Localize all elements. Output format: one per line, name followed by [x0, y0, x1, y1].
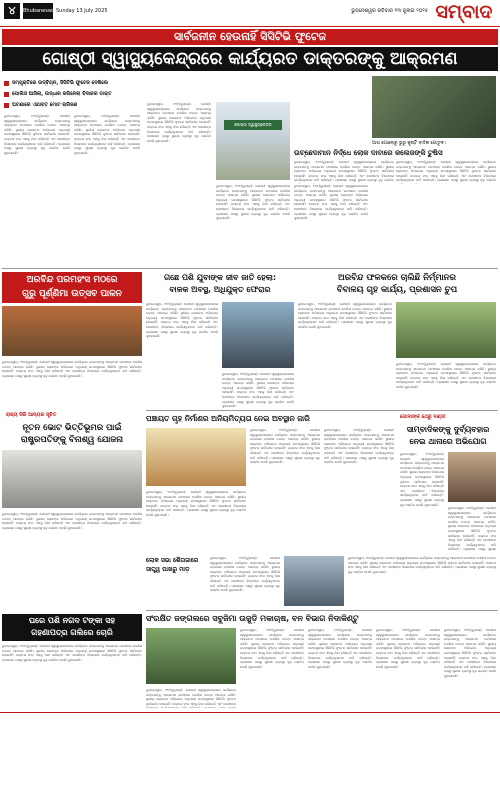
theft-text: ଭୁବନେଶ୍ୱର, ୧୨ା୭(ବ୍ୟୁରୋ): ଗୋଷ୍ଠୀ ସ୍ୱାସ୍ଥ୍ୟକେନ୍ଦ୍ରରେ କାର୍ଯ୍ୟରତ ଡାକ୍ତରଙ୍କୁ ଆକ୍ରମଣ ଘଟଣାରେ ପୋଲିସ ତଦନ୍ତ ଆରମ୍ଭ କରିଛି। ସ୍ଥାନୀୟ ଲୋକଙ୍କ ଅଭିଯୋଗ ଅନୁଯାୟୀ ଘଟଣାସ୍ଥଳରେ ସିସିଟିଭି ଫୁଟେଜ ସାର୍ବଜନୀନ ହେଉନାହିଁ। ଡାକ୍ତର ସଂଘ ଏହାକୁ ନିନ୍ଦା କରିଛନ୍ତି ଏବଂ ଦୋଷୀଙ୍କ ବିରୋଧରେ କାର୍ଯ୍ୟାନୁଷ୍ଠାନ ଦାବି କରିଛନ୍ତି। ପ୍ରଶାସନ ପକ୍ଷରୁ ସୁରକ୍ଷା ବ୍ୟବସ୍ଥା ଦୃଢ଼ କରାଯିବ ବୋଲି କୁହାଯାଇଛି। — [2, 644, 142, 662]
forest-text1: ଭୁବନେଶ୍ୱର, ୧୨ା୭(ବ୍ୟୁରୋ): ଗୋଷ୍ଠୀ ସ୍ୱାସ୍ଥ୍ୟକେନ୍ଦ୍ରରେ କାର୍ଯ୍ୟରତ ଡାକ୍ତରଙ୍କୁ ଆକ୍ରମଣ ଘଟଣାରେ ପୋଲିସ ତଦନ୍ତ ଆରମ୍ଭ କରିଛି। ସ୍ଥାନୀୟ ଲୋକଙ୍କ ଅଭିଯୋଗ ଅନୁଯାୟୀ ଘଟଣାସ୍ଥଳରେ ସିସିଟିଭି ଫୁଟେଜ ସାର୍ବଜନୀନ ହେଉନାହିଁ। ଡାକ୍ତର ସଂଘ ଏହାକୁ ନିନ୍ଦା କରିଛନ୍ତି ଏବଂ ଦୋଷୀଙ୍କ ବିରୋଧରେ କାର୍ଯ୍ୟାନୁଷ୍ଠାନ ଦାବି କରିଛନ୍ତି। ପ୍ରଶାସନ ପକ୍ଷରୁ ସୁରକ୍ଷା ବ୍ୟବସ୍ଥା ଦୃଢ଼ କରାଯିବ ବୋଲି କୁହାଯାଇଛି। — [298, 302, 392, 329]
young-death-photo — [222, 302, 294, 368]
misbehave-headline-line: ସାମ୍ବାଦିକଙ୍କୁ ଦୁର୍ବ୍ୟବହାର — [406, 425, 490, 434]
bottom-text1: ଭୁବନେଶ୍ୱର, ୧୨ା୭(ବ୍ୟୁରୋ): ଗୋଷ୍ଠୀ ସ୍ୱାସ୍ଥ୍ୟକେନ୍ଦ୍ରରେ କାର୍ଯ୍ୟରତ ଡାକ୍ତରଙ୍କୁ ଆକ୍ରମଣ ଘଟଣାରେ ପୋଲିସ ତଦନ୍ତ ଆରମ୍ଭ କରିଛି। ସ୍ଥାନୀୟ ଲୋକଙ୍କ ଅଭିଯୋଗ ଅନୁଯାୟୀ ଘଟଣାସ୍ଥଳରେ ସିସିଟିଭି ଫୁଟେଜ ସାର୍ବଜନୀନ ହେଉନାହିଁ। ଡାକ୍ତର ସଂଘ ଏହାକୁ ନିନ୍ଦା କରିଛନ୍ତି ଏବଂ ଦୋଷୀଙ୍କ — [146, 688, 236, 706]
forest-headline-line: ଅରବିନ୍ଦ ଫଳକରେ ଚାଲିଛି ନିର୍ମ୍ମାନର — [338, 273, 456, 283]
lead-text-col3: ଭୁବନେଶ୍ୱର, ୧୨ା୭(ବ୍ୟୁରୋ): ଗୋଷ୍ଠୀ ସ୍ୱାସ୍ଥ୍ୟକେନ୍ଦ୍ରରେ କାର୍ଯ୍ୟରତ ଡାକ୍ତରଙ୍କୁ ଆକ୍ରମଣ ଘଟଣାରେ ପୋଲିସ ତଦନ୍ତ ଆରମ୍ଭ କରିଛି। ସ୍ଥାନୀୟ ଲୋକଙ୍କ ଅଭିଯୋଗ ଅନୁଯାୟୀ ଘଟଣାସ୍ଥଳରେ ସିସିଟିଭି ଫୁଟେଜ ସାର୍ବଜନୀନ ହେଉନାହିଁ। ଡାକ୍ତର ସଂଘ ଏହାକୁ ନିନ୍ଦା କରିଛନ୍ତି ଏବଂ ଦୋଷୀଙ୍କ ବିରୋଧରେ କାର୍ଯ୍ୟାନୁଷ୍ଠାନ ଦାବି କରିଛନ୍ତି। ପ୍ରଶାସନ ପକ୍ଷରୁ ସୁରକ୍ଷା ବ୍ୟବସ୍ଥା ଦୃଢ଼ କରାଯିବ ବୋଲି କୁହାଯାଇଛି। — [147, 102, 211, 143]
poet-headline-line: ଅରବିନ୍ଦ ପରମହଂସ ମଠରେ — [26, 275, 118, 285]
small-photo — [284, 556, 344, 606]
lead-photo — [216, 102, 290, 180]
village-text1: ଭୁବନେଶ୍ୱର, ୧୨ା୭(ବ୍ୟୁରୋ): ଗୋଷ୍ଠୀ ସ୍ୱାସ୍ଥ୍ୟକେନ୍ଦ୍ରରେ କାର୍ଯ୍ୟରତ ଡାକ୍ତରଙ୍କୁ ଆକ୍ରମଣ ଘଟଣାରେ ପୋଲିସ ତଦନ୍ତ ଆରମ୍ଭ କରିଛି। ସ୍ଥାନୀୟ ଲୋକଙ୍କ ଅଭିଯୋଗ ଅନୁଯାୟୀ ଘଟଣାସ୍ଥଳରେ ସିସିଟିଭି ଫୁଟେଜ ସାର୍ବଜନୀନ ହେଉନାହିଁ। ଡାକ୍ତର ସଂଘ ଏହାକୁ ନିନ୍ଦା କରିଛନ୍ତି ଏବଂ ଦୋଷୀଙ୍କ ବିରୋଧରେ କାର୍ଯ୍ୟାନୁଷ୍ଠାନ ଦାବି କରିଛନ୍ତି। ପ୍ରଶାସନ ପକ୍ଷରୁ ସୁରକ୍ଷା ବ୍ୟବସ୍ଥା ଦୃଢ଼ କରାଯିବ ବୋଲି କୁହାଯାଇଛି। — [146, 490, 246, 517]
lead-bullets — [4, 78, 144, 111]
lead-kicker: ସାର୍ବଜନୀନ ହେଉନାହିଁ ସିସିଟିଭି ଫୁଟେଜ — [2, 29, 498, 45]
footer-rule — [0, 712, 500, 713]
misbehave-photo — [448, 452, 496, 502]
misbehave-kicker: ଗୋଦାଙ୍କ ଥେରୁ ଦଣ୍ଡୀ — [400, 414, 446, 420]
village-headline: ପଞ୍ଚାୟତ ଗୃହ ନିର୍ମାଣର ଅନିୟମିତ୍ୟତା ନେଇ ଅବସ୍ଥାନ ଜାରି — [146, 414, 310, 423]
lead-text-col5: ଭୁବନେଶ୍ୱର, ୧୨ା୭(ବ୍ୟୁରୋ): ଗୋଷ୍ଠୀ ସ୍ୱାସ୍ଥ୍ୟକେନ୍ଦ୍ରରେ କାର୍ଯ୍ୟରତ ଡାକ୍ତରଙ୍କୁ ଆକ୍ରମଣ ଘଟଣାରେ ପୋଲିସ ତଦନ୍ତ ଆରମ୍ଭ କରିଛି। ସ୍ଥାନୀୟ ଲୋକଙ୍କ ଅଭିଯୋଗ ଅନୁଯାୟୀ ଘଟଣାସ୍ଥଳରେ ସିସିଟିଭି ଫୁଟେଜ ସାର୍ବଜନୀନ ହେଉନାହିଁ। ଡାକ୍ତର ସଂଘ ଏହାକୁ ନିନ୍ଦା କରିଛନ୍ତି ଏବଂ ଦୋଷୀଙ୍କ ବିରୋଧରେ କାର୍ଯ୍ୟାନୁଷ୍ଠାନ ଦାବି କରିଛନ୍ତି। ପ୍ରଶାସନ ପକ୍ଷରୁ ସୁରକ୍ଷା ବ୍ୟବସ୍ଥା ଦୃଢ଼ କରାଯିବ ବୋଲି କୁହାଯାଇଛି। — [294, 184, 368, 221]
theft-headline — [2, 614, 142, 641]
poet-photo — [2, 306, 142, 356]
nutan-text: ଭୁବନେଶ୍ୱର, ୧୨ା୭(ବ୍ୟୁରୋ): ଗୋଷ୍ଠୀ ସ୍ୱାସ୍ଥ୍ୟକେନ୍ଦ୍ରରେ କାର୍ଯ୍ୟରତ ଡାକ୍ତରଙ୍କୁ ଆକ୍ରମଣ ଘଟଣାରେ ପୋଲିସ ତଦନ୍ତ ଆରମ୍ଭ କରିଛି। ସ୍ଥାନୀୟ ଲୋକଙ୍କ ଅଭିଯୋଗ ଅନୁଯାୟୀ ଘଟଣାସ୍ଥଳରେ ସିସିଟିଭି ଫୁଟେଜ ସାର୍ବଜନୀନ ହେଉନାହିଁ। ଡାକ୍ତର ସଂଘ ଏହାକୁ ନିନ୍ଦା କରିଛନ୍ତି ଏବଂ ଦୋଷୀଙ୍କ ବିରୋଧରେ କାର୍ଯ୍ୟାନୁଷ୍ଠାନ ଦାବି କରିଛନ୍ତି। ପ୍ରଶାସନ ପକ୍ଷରୁ ସୁରକ୍ଷା ବ୍ୟବସ୍ଥା ଦୃଢ଼ କରାଯିବ ବୋଲି କୁହାଯାଇଛି। — [2, 512, 142, 530]
lead-headline: ଗୋଷ୍ଠୀ ସ୍ୱାସ୍ଥ୍ୟକେନ୍ଦ୍ରରେ କାର୍ଯ୍ୟରତ ଡାକ୍ତରଙ୍କୁ ଆକ୍ରମଣ — [2, 47, 498, 71]
right-top-text2: ଭୁବନେଶ୍ୱର, ୧୨ା୭(ବ୍ୟୁରୋ): ଗୋଷ୍ଠୀ ସ୍ୱାସ୍ଥ୍ୟକେନ୍ଦ୍ରରେ କାର୍ଯ୍ୟରତ ଡାକ୍ତରଙ୍କୁ ଆକ୍ରମଣ ଘଟଣାରେ ପୋଲିସ ତଦନ୍ତ ଆରମ୍ଭ କରିଛି। ସ୍ଥାନୀୟ ଲୋକଙ୍କ ଅଭିଯୋଗ ଅନୁଯାୟୀ ଘଟଣାସ୍ଥଳରେ ସିସିଟିଭି ଫୁଟେଜ ସାର୍ବଜନୀନ ହେଉନାହିଁ। ଡାକ୍ତର ସଂଘ ଏହାକୁ ନିନ୍ଦା କରିଛନ୍ତି ଏବଂ ଦୋଷୀଙ୍କ ବିରୋଧରେ କାର୍ଯ୍ୟାନୁଷ୍ଠାନ ଦାବି କରିଛନ୍ତି। ପ୍ରଶାସନ ପକ୍ଷରୁ ସୁରକ୍ଷା ବ୍ୟବସ୍ଥା ଦୃଢ଼ କରାଯିବ — [396, 160, 496, 183]
young-death-headline — [146, 272, 294, 298]
bottom-photo — [146, 628, 236, 684]
forest-headline-line: ବିବାଳୟ ଗୃହ କାର୍ଯ୍ୟ, ପ୍ରଶାସନ ଚୁପ — [336, 285, 458, 295]
misbehave-headline-line: ନେଇ ଥାନାରେ ଅଭିଯୋଗ — [409, 437, 487, 446]
lead-bullet: ପୋଲିସ ଆସିଲା, ଉଦ୍ଧାର କରିନେଲା ବିଦାକର ଡାକ୍ତ — [4, 89, 144, 100]
forest-photo — [396, 302, 496, 358]
bottom-text5: ଭୁବନେଶ୍ୱର, ୧୨ା୭(ବ୍ୟୁରୋ): ଗୋଷ୍ଠୀ ସ୍ୱାସ୍ଥ୍ୟକେନ୍ଦ୍ରରେ କାର୍ଯ୍ୟରତ ଡାକ୍ତରଙ୍କୁ ଆକ୍ରମଣ ଘଟଣାରେ ପୋଲିସ ତଦନ୍ତ ଆରମ୍ଭ କରିଛି। ସ୍ଥାନୀୟ ଲୋକଙ୍କ ଅଭିଯୋଗ ଅନୁଯାୟୀ ଘଟଣାସ୍ଥଳରେ ସିସିଟିଭି ଫୁଟେଜ ସାର୍ବଜନୀନ ହେଉନାହିଁ। ଡାକ୍ତର ସଂଘ ଏହାକୁ ନିନ୍ଦା କରିଛନ୍ତି ଏବଂ ଦୋଷୀଙ୍କ ବିରୋଧରେ କାର୍ଯ୍ୟାନୁଷ୍ଠାନ ଦାବି କରିଛନ୍ତି। ପ୍ରଶାସନ ପକ୍ଷରୁ ସୁରକ୍ଷା ବ୍ୟବସ୍ଥା ଦୃଢ଼ କରାଯିବ ବୋଲି କୁହାଯାଇଛି। — [444, 628, 496, 678]
bottom-text3: ଭୁବନେଶ୍ୱର, ୧୨ା୭(ବ୍ୟୁରୋ): ଗୋଷ୍ଠୀ ସ୍ୱାସ୍ଥ୍ୟକେନ୍ଦ୍ରରେ କାର୍ଯ୍ୟରତ ଡାକ୍ତରଙ୍କୁ ଆକ୍ରମଣ ଘଟଣାରେ ପୋଲିସ ତଦନ୍ତ ଆରମ୍ଭ କରିଛି। ସ୍ଥାନୀୟ ଲୋକଙ୍କ ଅଭିଯୋଗ ଅନୁଯାୟୀ ଘଟଣାସ୍ଥଳରେ ସିସିଟିଭି ଫୁଟେଜ ସାର୍ବଜନୀନ ହେଉନାହିଁ। ଡାକ୍ତର ସଂଘ ଏହାକୁ ନିନ୍ଦା କରିଛନ୍ତି ଏବଂ ଦୋଷୀଙ୍କ ବିରୋଧରେ କାର୍ଯ୍ୟାନୁଷ୍ଠାନ ଦାବି କରିଛନ୍ତି। ପ୍ରଶାସନ ପକ୍ଷରୁ ସୁରକ୍ଷା ବ୍ୟବସ୍ଥା ଦୃଢ଼ କରାଯିବ ବୋଲି କୁହାଯାଇଛି। — [308, 628, 372, 669]
misbehave-text2: ଭୁବନେଶ୍ୱର, ୧୨ା୭(ବ୍ୟୁରୋ): ଗୋଷ୍ଠୀ ସ୍ୱାସ୍ଥ୍ୟକେନ୍ଦ୍ରରେ କାର୍ଯ୍ୟରତ ଡାକ୍ତରଙ୍କୁ ଆକ୍ରମଣ ଘଟଣାରେ ପୋଲିସ ତଦନ୍ତ ଆରମ୍ଭ କରିଛି। ସ୍ଥାନୀୟ ଲୋକଙ୍କ ଅଭିଯୋଗ ଅନୁଯାୟୀ ଘଟଣାସ୍ଥଳରେ ସିସିଟିଭି ଫୁଟେଜ ସାର୍ବଜନୀନ ହେଉନାହିଁ। ଡାକ୍ତର ସଂଘ ଏହାକୁ ନିନ୍ଦା କରିଛନ୍ତି ଏବଂ ଦୋଷୀଙ୍କ ବିରୋଧରେ କାର୍ଯ୍ୟାନୁଷ୍ଠାନ ଦାବି କରିଛନ୍ତି। ପ୍ରଶାସନ ପକ୍ଷରୁ ସୁରକ୍ଷା — [448, 506, 496, 552]
lead-text-col2: ଭୁବନେଶ୍ୱର, ୧୨ା୭(ବ୍ୟୁରୋ): ଗୋଷ୍ଠୀ ସ୍ୱାସ୍ଥ୍ୟକେନ୍ଦ୍ରରେ କାର୍ଯ୍ୟରତ ଡାକ୍ତରଙ୍କୁ ଆକ୍ରମଣ ଘଟଣାରେ ପୋଲିସ ତଦନ୍ତ ଆରମ୍ଭ କରିଛି। ସ୍ଥାନୀୟ ଲୋକଙ୍କ ଅଭିଯୋଗ ଅନୁଯାୟୀ ଘଟଣାସ୍ଥଳରେ ସିସିଟିଭି ଫୁଟେଜ ସାର୍ବଜନୀନ ହେଉନାହିଁ। ଡାକ୍ତର ସଂଘ ଏହାକୁ ନିନ୍ଦା କରିଛନ୍ତି ଏବଂ ଦୋଷୀଙ୍କ ବିରୋଧରେ କାର୍ଯ୍ୟାନୁଷ୍ଠାନ ଦାବି କରିଛନ୍ତି। ପ୍ରଶାସନ ପକ୍ଷରୁ ସୁରକ୍ଷା ବ୍ୟବସ୍ଥା ଦୃଢ଼ କରାଯିବ ବୋଲି କୁହାଯାଇଛି। — [74, 114, 140, 155]
bottom-text2: ଭୁବନେଶ୍ୱର, ୧୨ା୭(ବ୍ୟୁରୋ): ଗୋଷ୍ଠୀ ସ୍ୱାସ୍ଥ୍ୟକେନ୍ଦ୍ରରେ କାର୍ଯ୍ୟରତ ଡାକ୍ତରଙ୍କୁ ଆକ୍ରମଣ ଘଟଣାରେ ପୋଲିସ ତଦନ୍ତ ଆରମ୍ଭ କରିଛି। ସ୍ଥାନୀୟ ଲୋକଙ୍କ ଅଭିଯୋଗ ଅନୁଯାୟୀ ଘଟଣାସ୍ଥଳରେ ସିସିଟିଭି ଫୁଟେଜ ସାର୍ବଜନୀନ ହେଉନାହିଁ। ଡାକ୍ତର ସଂଘ ଏହାକୁ ନିନ୍ଦା କରିଛନ୍ତି ଏବଂ ଦୋଷୀଙ୍କ ବିରୋଧରେ କାର୍ଯ୍ୟାନୁଷ୍ଠାନ ଦାବି କରିଛନ୍ତି। ପ୍ରଶାସନ ପକ୍ଷରୁ ସୁରକ୍ଷା ବ୍ୟବସ୍ଥା ଦୃଢ଼ କରାଯିବ ବୋଲି କୁହାଯାଇଛି। — [240, 628, 304, 669]
village-text3: ଭୁବନେଶ୍ୱର, ୧୨ା୭(ବ୍ୟୁରୋ): ଗୋଷ୍ଠୀ ସ୍ୱାସ୍ଥ୍ୟକେନ୍ଦ୍ରରେ କାର୍ଯ୍ୟରତ ଡାକ୍ତରଙ୍କୁ ଆକ୍ରମଣ ଘଟଣାରେ ପୋଲିସ ତଦନ୍ତ ଆରମ୍ଭ କରିଛି। ସ୍ଥାନୀୟ ଲୋକଙ୍କ ଅଭିଯୋଗ ଅନୁଯାୟୀ ଘଟଣାସ୍ଥଳରେ ସିସିଟିଭି ଫୁଟେଜ ସାର୍ବଜନୀନ ହେଉନାହିଁ। ଡାକ୍ତର ସଂଘ ଏହାକୁ ନିନ୍ଦା କରିଛନ୍ତି ଏବଂ ଦୋଷୀଙ୍କ ବିରୋଧରେ କାର୍ଯ୍ୟାନୁଷ୍ଠାନ ଦାବି କରିଛନ୍ତି। ପ୍ରଶାସନ ପକ୍ଷରୁ ସୁରକ୍ଷା ବ୍ୟବସ୍ଥା ଦୃଢ଼ କରାଯିବ ବୋଲି କୁହାଯାଇଛି। — [324, 428, 394, 465]
young-death-text2: ଭୁବନେଶ୍ୱର, ୧୨ା୭(ବ୍ୟୁରୋ): ଗୋଷ୍ଠୀ ସ୍ୱାସ୍ଥ୍ୟକେନ୍ଦ୍ରରେ କାର୍ଯ୍ୟରତ ଡାକ୍ତରଙ୍କୁ ଆକ୍ରମଣ ଘଟଣାରେ ପୋଲିସ ତଦନ୍ତ ଆରମ୍ଭ କରିଛି। ସ୍ଥାନୀୟ ଲୋକଙ୍କ ଅଭିଯୋଗ ଅନୁଯାୟୀ ଘଟଣାସ୍ଥଳରେ ସିସିଟିଭି ଫୁଟେଜ ସାର୍ବଜନୀନ ହେଉନାହିଁ। ଡାକ୍ତର ସଂଘ ଏହାକୁ ନିନ୍ଦା କରିଛନ୍ତି ଏବଂ ଦୋଷୀଙ୍କ ବିରୋଧରେ କାର୍ଯ୍ୟାନୁଷ୍ଠାନ ଦାବି କରିଛନ୍ତି। ପ୍ରଶାସନ ପକ୍ଷରୁ ସୁରକ୍ଷା ବ୍ୟବସ୍ଥା ଦୃଢ଼ କରାଯିବ ବୋଲି କୁହାଯାଇଛି। — [222, 372, 294, 408]
masthead-logo: ସମ୍ବାଦ — [435, 1, 493, 23]
section-rule — [146, 610, 498, 611]
bottom-headline: ସଂରକ୍ଷିତ ଜଙ୍ଗଲରେ ସବୁଜିମା ଉଜୁଡ଼ି ମକାଚାଷ, ବନ ବିଭାଗ ନିଦାକିଣ୍ଟୁ — [146, 614, 359, 623]
nutan-headline-line: ନୂତନ ଭୋଟ ଭିତ୍ତିଭୂମର ପାଇଁ — [22, 423, 122, 433]
date-odia: ଭୁବନେଶ୍ୱର ରବିବାର ୧୩ ଜୁଲାଇ ୨୦୨୫ — [351, 8, 428, 14]
right-top-headline: ଉଚ୍ଛେଦାମାନ ନିର୍ଦ୍ଧେ ଲୋକ ଦାବାରେ କଲେଜଙ୍କି ଟୁଷିସ — [294, 149, 443, 157]
section-rule — [2, 268, 498, 269]
theft-headline-line: ଗହଣାପତ୍ର ଗଲିରେ ଚୋରି — [31, 628, 113, 637]
forest-headline — [298, 272, 496, 298]
footer-band — [0, 714, 500, 787]
lead-text-col4: ଭୁବନେଶ୍ୱର, ୧୨ା୭(ବ୍ୟୁରୋ): ଗୋଷ୍ଠୀ ସ୍ୱାସ୍ଥ୍ୟକେନ୍ଦ୍ରରେ କାର୍ଯ୍ୟରତ ଡାକ୍ତରଙ୍କୁ ଆକ୍ରମଣ ଘଟଣାରେ ପୋଲିସ ତଦନ୍ତ ଆରମ୍ଭ କରିଛି। ସ୍ଥାନୀୟ ଲୋକଙ୍କ ଅଭିଯୋଗ ଅନୁଯାୟୀ ଘଟଣାସ୍ଥଳରେ ସିସିଟିଭି ଫୁଟେଜ ସାର୍ବଜନୀନ ହେଉନାହିଁ। ଡାକ୍ତର ସଂଘ ଏହାକୁ ନିନ୍ଦା କରିଛନ୍ତି ଏବଂ ଦୋଷୀଙ୍କ ବିରୋଧରେ କାର୍ଯ୍ୟାନୁଷ୍ଠାନ ଦାବି କରିଛନ୍ତି। ପ୍ରଶାସନ ପକ୍ଷରୁ ସୁରକ୍ଷା ବ୍ୟବସ୍ଥା ଦୃଢ଼ କରାଯିବ ବୋଲି କୁହାଯାଇଛି। — [216, 184, 290, 221]
poet-text: ଭୁବନେଶ୍ୱର, ୧୨ା୭(ବ୍ୟୁରୋ): ଗୋଷ୍ଠୀ ସ୍ୱାସ୍ଥ୍ୟକେନ୍ଦ୍ରରେ କାର୍ଯ୍ୟରତ ଡାକ୍ତରଙ୍କୁ ଆକ୍ରମଣ ଘଟଣାରେ ପୋଲିସ ତଦନ୍ତ ଆରମ୍ଭ କରିଛି। ସ୍ଥାନୀୟ ଲୋକଙ୍କ ଅଭିଯୋଗ ଅନୁଯାୟୀ ଘଟଣାସ୍ଥଳରେ ସିସିଟିଭି ଫୁଟେଜ ସାର୍ବଜନୀନ ହେଉନାହିଁ। ଡାକ୍ତର ସଂଘ ଏହାକୁ ନିନ୍ଦା କରିଛନ୍ତି ଏବଂ ଦୋଷୀଙ୍କ ବିରୋଧରେ କାର୍ଯ୍ୟାନୁଷ୍ଠାନ ଦାବି କରିଛନ୍ତି। ପ୍ରଶାସନ ପକ୍ଷରୁ ସୁରକ୍ଷା ବ୍ୟବସ୍ଥା ଦୃଢ଼ କରାଯିବ ବୋଲି କୁହାଯାଇଛି। — [2, 360, 142, 378]
masthead-rule — [0, 26, 500, 27]
right-top-text1: ଭୁବନେଶ୍ୱର, ୧୨ା୭(ବ୍ୟୁରୋ): ଗୋଷ୍ଠୀ ସ୍ୱାସ୍ଥ୍ୟକେନ୍ଦ୍ରରେ କାର୍ଯ୍ୟରତ ଡାକ୍ତରଙ୍କୁ ଆକ୍ରମଣ ଘଟଣାରେ ପୋଲିସ ତଦନ୍ତ ଆରମ୍ଭ କରିଛି। ସ୍ଥାନୀୟ ଲୋକଙ୍କ ଅଭିଯୋଗ ଅନୁଯାୟୀ ଘଟଣାସ୍ଥଳରେ ସିସିଟିଭି ଫୁଟେଜ ସାର୍ବଜନୀନ ହେଉନାହିଁ। ଡାକ୍ତର ସଂଘ ଏହାକୁ ନିନ୍ଦା କରିଛନ୍ତି ଏବଂ ଦୋଷୀଙ୍କ ବିରୋଧରେ କାର୍ଯ୍ୟାନୁଷ୍ଠାନ ଦାବି କରିଛନ୍ତି। ପ୍ରଶାସନ ପକ୍ଷରୁ ସୁରକ୍ଷା ବ୍ୟବସ୍ଥା ଦୃଢ଼ କରାଯିବ — [294, 160, 394, 183]
nutan-headline — [2, 422, 142, 446]
nutan-headline-line: ରାଷ୍ଟ୍ରପତିଙ୍କୁ ବିନାଶ୍ୱ ଯୋଜନା — [20, 435, 124, 445]
edition-label: Bhubaneswar — [23, 3, 53, 19]
young-death-text1: ଭୁବନେଶ୍ୱର, ୧୨ା୭(ବ୍ୟୁରୋ): ଗୋଷ୍ଠୀ ସ୍ୱାସ୍ଥ୍ୟକେନ୍ଦ୍ରରେ କାର୍ଯ୍ୟରତ ଡାକ୍ତରଙ୍କୁ ଆକ୍ରମଣ ଘଟଣାରେ ପୋଲିସ ତଦନ୍ତ ଆରମ୍ଭ କରିଛି। ସ୍ଥାନୀୟ ଲୋକଙ୍କ ଅଭିଯୋଗ ଅନୁଯାୟୀ ଘଟଣାସ୍ଥଳରେ ସିସିଟିଭି ଫୁଟେଜ ସାର୍ବଜନୀନ ହେଉନାହିଁ। ଡାକ୍ତର ସଂଘ ଏହାକୁ ନିନ୍ଦା କରିଛନ୍ତି ଏବଂ ଦୋଷୀଙ୍କ ବିରୋଧରେ କାର୍ଯ୍ୟାନୁଷ୍ଠାନ ଦାବି କରିଛନ୍ତି। ପ୍ରଶାସନ ପକ୍ଷରୁ ସୁରକ୍ଷା ବ୍ୟବସ୍ଥା ଦୃଢ଼ କରାଯିବ ବୋଲି କୁହାଯାଇଛି। — [146, 302, 218, 339]
misbehave-headline — [400, 424, 496, 448]
page-number: ୪ — [4, 3, 20, 19]
nutan-photo — [2, 450, 142, 508]
village-text2: ଭୁବନେଶ୍ୱର, ୧୨ା୭(ବ୍ୟୁରୋ): ଗୋଷ୍ଠୀ ସ୍ୱାସ୍ଥ୍ୟକେନ୍ଦ୍ରରେ କାର୍ଯ୍ୟରତ ଡାକ୍ତରଙ୍କୁ ଆକ୍ରମଣ ଘଟଣାରେ ପୋଲିସ ତଦନ୍ତ ଆରମ୍ଭ କରିଛି। ସ୍ଥାନୀୟ ଲୋକଙ୍କ ଅଭିଯୋଗ ଅନୁଯାୟୀ ଘଟଣାସ୍ଥଳରେ ସିସିଟିଭି ଫୁଟେଜ ସାର୍ବଜନୀନ ହେଉନାହିଁ। ଡାକ୍ତର ସଂଘ ଏହାକୁ ନିନ୍ଦା କରିଛନ୍ତି ଏବଂ ଦୋଷୀଙ୍କ ବିରୋଧରେ କାର୍ଯ୍ୟାନୁଷ୍ଠାନ ଦାବି କରିଛନ୍ତି। ପ୍ରଶାସନ ପକ୍ଷରୁ ସୁରକ୍ଷା ବ୍ୟବସ୍ଥା ଦୃଢ଼ କରାଯିବ ବୋଲି କୁହାଯାଇଛି। — [250, 428, 320, 465]
date-label: Sunday 13 July 2025 — [56, 8, 108, 14]
right-top-caption: ଆଘ ପୋଲୋରୁ ଭୁରୁ କୁଷ୍ଟି ବାଦିକ ଗୋତୁଳ। — [372, 141, 446, 146]
nutan-kicker: ରାଜ୍ୟ ସିରି ଆଦ୍ୟର ସୂଚିତ — [6, 412, 57, 418]
small-headline: ଲୋକ ସଭା ଶୈତାଜାରେ ସାତ୍ତ୍ୱ ପାଖରୁ ମାଡ଼ — [146, 557, 199, 573]
lead-text-col1: ଭୁବନେଶ୍ୱର, ୧୨ା୭(ବ୍ୟୁରୋ): ଗୋଷ୍ଠୀ ସ୍ୱାସ୍ଥ୍ୟକେନ୍ଦ୍ରରେ କାର୍ଯ୍ୟରତ ଡାକ୍ତରଙ୍କୁ ଆକ୍ରମଣ ଘଟଣାରେ ପୋଲିସ ତଦନ୍ତ ଆରମ୍ଭ କରିଛି। ସ୍ଥାନୀୟ ଲୋକଙ୍କ ଅଭିଯୋଗ ଅନୁଯାୟୀ ଘଟଣାସ୍ଥଳରେ ସିସିଟିଭି ଫୁଟେଜ ସାର୍ବଜନୀନ ହେଉନାହିଁ। ଡାକ୍ତର ସଂଘ ଏହାକୁ ନିନ୍ଦା କରିଛନ୍ତି ଏବଂ ଦୋଷୀଙ୍କ ବିରୋଧରେ କାର୍ଯ୍ୟାନୁଷ୍ଠାନ ଦାବି କରିଛନ୍ତି। ପ୍ରଶାସନ ପକ୍ଷରୁ ସୁରକ୍ଷା ବ୍ୟବସ୍ଥା ଦୃଢ଼ କରାଯିବ ବୋଲି କୁହାଯାଇଛି। — [4, 114, 70, 155]
lead-bullet: ଘଟଣାରେ ଏଯାବତ ମୋଟ ଚାରିଜଣ — [4, 100, 144, 111]
young-death-headline-line: ବାଳକ ଅବସ୍ଥ, ଅଧିଯୁକ୍ତ ଫେରାର — [169, 285, 271, 294]
theft-headline-line: ଘରେ ପଶି ନଗଦ ଟଙ୍କା ସହ — [28, 616, 116, 625]
right-top-photo — [372, 76, 496, 138]
village-photo — [146, 428, 246, 486]
poet-headline-line: ଗୁରୁ ପୂର୍ଣ୍ଣିମା ଉତ୍ସବ ପାଳନ — [22, 289, 122, 299]
section-rule — [146, 410, 498, 411]
young-death-headline-line: ଗଛେ ପଶି ଯୁବାଙ୍କ ଜୀବ ଜାତି ହେଲା: — [163, 273, 277, 282]
lead-photo-sign: ଗୋଷ୍ଠୀ ସ୍ୱାସ୍ଥ୍ୟକେନ୍ଦ୍ର — [224, 120, 282, 130]
small-text: ଭୁବନେଶ୍ୱର, ୧୨ା୭(ବ୍ୟୁରୋ): ଗୋଷ୍ଠୀ ସ୍ୱାସ୍ଥ୍ୟକେନ୍ଦ୍ରରେ କାର୍ଯ୍ୟରତ ଡାକ୍ତରଙ୍କୁ ଆକ୍ରମଣ ଘଟଣାରେ ପୋଲିସ ତଦନ୍ତ ଆରମ୍ଭ କରିଛି। ସ୍ଥାନୀୟ ଲୋକଙ୍କ ଅଭିଯୋଗ ଅନୁଯାୟୀ ଘଟଣାସ୍ଥଳରେ ସିସିଟିଭି ଫୁଟେଜ ସାର୍ବଜନୀନ ହେଉନାହିଁ। ଡାକ୍ତର ସଂଘ ଏହାକୁ ନିନ୍ଦା କରିଛନ୍ତି ଏବଂ ଦୋଷୀଙ୍କ ବିରୋଧରେ କାର୍ଯ୍ୟାନୁଷ୍ଠାନ ଦାବି କରିଛନ୍ତି। ପ୍ରଶାସନ ପକ୍ଷରୁ ସୁରକ୍ଷା ବ୍ୟବସ୍ଥା ଦୃଢ଼ କରାଯିବ ବୋଲି କୁହାଯାଇଛି। — [210, 556, 280, 593]
forest-text2: ଭୁବନେଶ୍ୱର, ୧୨ା୭(ବ୍ୟୁରୋ): ଗୋଷ୍ଠୀ ସ୍ୱାସ୍ଥ୍ୟକେନ୍ଦ୍ରରେ କାର୍ଯ୍ୟରତ ଡାକ୍ତରଙ୍କୁ ଆକ୍ରମଣ ଘଟଣାରେ ପୋଲିସ ତଦନ୍ତ ଆରମ୍ଭ କରିଛି। ସ୍ଥାନୀୟ ଲୋକଙ୍କ ଅଭିଯୋଗ ଅନୁଯାୟୀ ଘଟଣାସ୍ଥଳରେ ସିସିଟିଭି ଫୁଟେଜ ସାର୍ବଜନୀନ ହେଉନାହିଁ। ଡାକ୍ତର ସଂଘ ଏହାକୁ ନିନ୍ଦା କରିଛନ୍ତି ଏବଂ ଦୋଷୀଙ୍କ ବିରୋଧରେ କାର୍ଯ୍ୟାନୁଷ୍ଠାନ ଦାବି କରିଛନ୍ତି। ପ୍ରଶାସନ ପକ୍ଷରୁ ସୁରକ୍ଷା ବ୍ୟବସ୍ଥା ଦୃଢ଼ କରାଯିବ ବୋଲି କୁହାଯାଇଛି। — [396, 362, 496, 389]
lead-bullet: ସମ୍ପୃକ୍ତିରେ ଉଦ୍‌ବିଗ୍ନ, ସିସିଟିଭି ଫୁଟେଜ ଦେଖିଲେ — [4, 78, 144, 89]
bottom-text4: ଭୁବନେଶ୍ୱର, ୧୨ା୭(ବ୍ୟୁରୋ): ଗୋଷ୍ଠୀ ସ୍ୱାସ୍ଥ୍ୟକେନ୍ଦ୍ରରେ କାର୍ଯ୍ୟରତ ଡାକ୍ତରଙ୍କୁ ଆକ୍ରମଣ ଘଟଣାରେ ପୋଲିସ ତଦନ୍ତ ଆରମ୍ଭ କରିଛି। ସ୍ଥାନୀୟ ଲୋକଙ୍କ ଅଭିଯୋଗ ଅନୁଯାୟୀ ଘଟଣାସ୍ଥଳରେ ସିସିଟିଭି ଫୁଟେଜ ସାର୍ବଜନୀନ ହେଉନାହିଁ। ଡାକ୍ତର ସଂଘ ଏହାକୁ ନିନ୍ଦା କରିଛନ୍ତି ଏବଂ ଦୋଷୀଙ୍କ ବିରୋଧରେ କାର୍ଯ୍ୟାନୁଷ୍ଠାନ ଦାବି କରିଛନ୍ତି। ପ୍ରଶାସନ ପକ୍ଷରୁ ସୁରକ୍ଷା ବ୍ୟବସ୍ଥା ଦୃଢ଼ କରାଯିବ ବୋଲି କୁହାଯାଇଛି। — [376, 628, 440, 669]
poet-headline — [2, 272, 142, 303]
misbehave-text1: ଭୁବନେଶ୍ୱର, ୧୨ା୭(ବ୍ୟୁରୋ): ଗୋଷ୍ଠୀ ସ୍ୱାସ୍ଥ୍ୟକେନ୍ଦ୍ରରେ କାର୍ଯ୍ୟରତ ଡାକ୍ତରଙ୍କୁ ଆକ୍ରମଣ ଘଟଣାରେ ପୋଲିସ ତଦନ୍ତ ଆରମ୍ଭ କରିଛି। ସ୍ଥାନୀୟ ଲୋକଙ୍କ ଅଭିଯୋଗ ଅନୁଯାୟୀ ଘଟଣାସ୍ଥଳରେ ସିସିଟିଭି ଫୁଟେଜ ସାର୍ବଜନୀନ ହେଉନାହିଁ। ଡାକ୍ତର ସଂଘ ଏହାକୁ ନିନ୍ଦା କରିଛନ୍ତି ଏବଂ ଦୋଷୀଙ୍କ ବିରୋଧରେ କାର୍ଯ୍ୟାନୁଷ୍ଠାନ ଦାବି କରିଛନ୍ତି। ପ୍ରଶାସନ ପକ୍ଷରୁ ସୁରକ୍ଷା ବ୍ୟବସ୍ଥା ଦୃଢ଼ କରାଯିବ ବୋଲି କୁହାଯାଇଛି। — [400, 452, 444, 507]
small-text2: ଭୁବନେଶ୍ୱର, ୧୨ା୭(ବ୍ୟୁରୋ): ଗୋଷ୍ଠୀ ସ୍ୱାସ୍ଥ୍ୟକେନ୍ଦ୍ରରେ କାର୍ଯ୍ୟରତ ଡାକ୍ତରଙ୍କୁ ଆକ୍ରମଣ ଘଟଣାରେ ପୋଲିସ ତଦନ୍ତ ଆରମ୍ଭ କରିଛି। ସ୍ଥାନୀୟ ଲୋକଙ୍କ ଅଭିଯୋଗ ଅନୁଯାୟୀ ଘଟଣାସ୍ଥଳରେ ସିସିଟିଭି ଫୁଟେଜ ସାର୍ବଜନୀନ ହେଉନାହିଁ। ଡାକ୍ତର ସଂଘ ଏହାକୁ ନିନ୍ଦା କରିଛନ୍ତି ଏବଂ ଦୋଷୀଙ୍କ ବିରୋଧରେ କାର୍ଯ୍ୟାନୁଷ୍ଠାନ ଦାବି କରିଛନ୍ତି। ପ୍ରଶାସନ ପକ୍ଷରୁ ସୁରକ୍ଷା ବ୍ୟବସ୍ଥା ଦୃଢ଼ କରାଯିବ ବୋଲି କୁହାଯାଇଛି। — [348, 556, 496, 574]
